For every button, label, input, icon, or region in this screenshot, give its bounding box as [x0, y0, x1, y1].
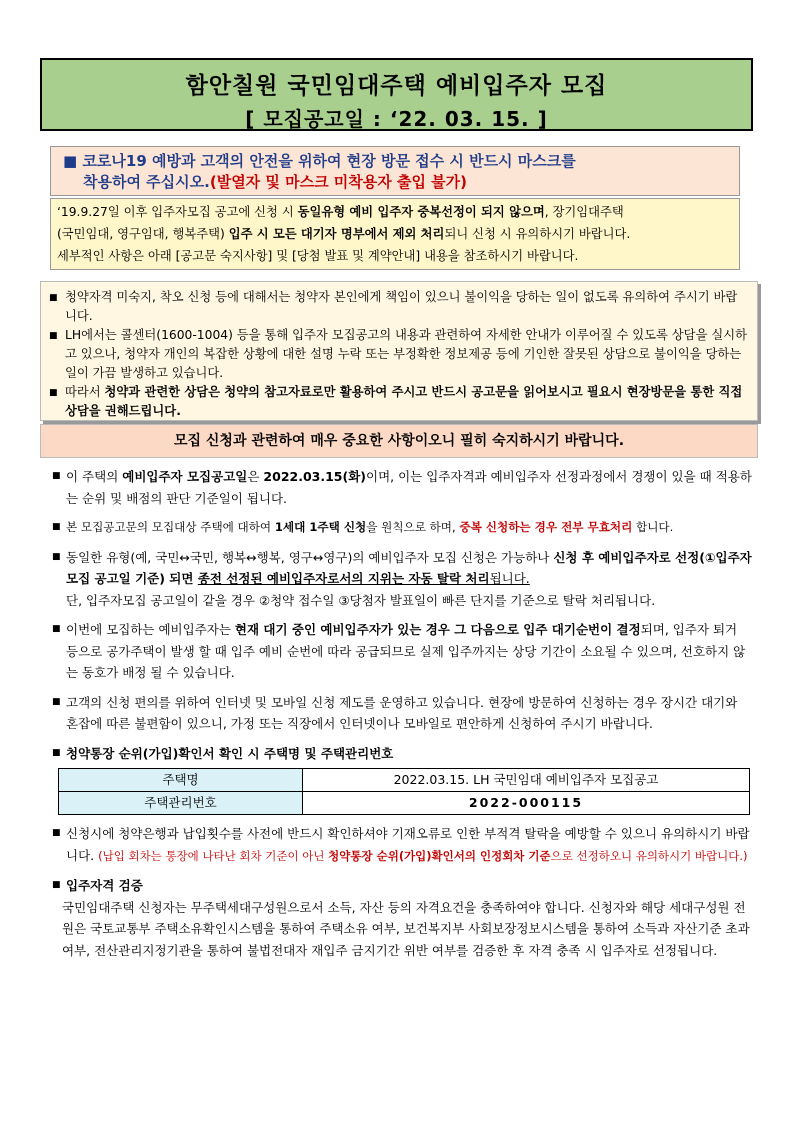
covid-warning-line1: ■ 코로나19 예방과 고객의 안전을 위하여 현장 방문 접수 시 반드시 마스크를: [63, 152, 576, 170]
list-item: ■ 이번에 모집하는 예비입주자는 현재 대기 중인 예비입주자가 있는 경우 그 다음으로 입주 대기순번이 결정되며, 입주자 퇴거 등으로 공가주택이 발생 할 때 입주 예비 순번에 따라 공급되므로 실제 입주까지는 상당 기간이 소요될 수 있으며, 선호하지 않는 동호가 배정 될 수 있습니다.: [52, 619, 752, 684]
table-row: [59, 769, 750, 792]
list-item: ■ 본 모집공고문의 모집대상 주택에 대하여 1세대 1주택 신청을 원칙으로 하며, 중복 신청하는 경우 전부 무효처리 합니다.: [52, 517, 752, 539]
list-item: ■ 동일한 유형(예, 국민↔국민, 행복↔행복, 영구↔영구)의 예비입주자 모집 신청은 가능하나 신청 후 예비입주자로 선정(①입주자모집 공고일 기준) 되면 종전 선정된 예비입주자로서의 지위는 자동 탈락 처리됩니다. 단, 입주자모집 공고일이 같을 경우 ②청약 접수일 ③당첨자 발표일이 빠른 단지를 기준으로 탈락 처리됩니다.: [52, 547, 752, 612]
house-id-label: 주택관리번호: [59, 792, 303, 815]
eligibility-body: 국민임대주택 신청자는 무주택세대구성원으로서 소득, 자산 등의 자격요건을 충족하여야 합니다. 신청자와 해당 세대구성원 전원은 국토교통부 주택소유확인시스템을 통하여 주택소유 여부, 보건복지부 사회보장정보시스템을 통하여 소득과 자산기준 초과여부, 전산관리지정기관을 통하여 불법전대자 재입주 금지기간 위반 여부를 검증한 후 자격 충족 시 입주자로 선정됩니다.: [62, 899, 750, 958]
bullet-icon: ■: [52, 696, 61, 707]
bullet-icon: ■: [49, 388, 58, 398]
bullet-icon: ■: [49, 331, 58, 341]
section-heading: 청약통장 순위(가입)확인서 확인 시 주택명 및 주택관리번호: [66, 745, 394, 761]
bullet-icon: ■: [52, 880, 61, 890]
bullet-icon: ■: [52, 747, 61, 758]
caution-box: [40, 281, 758, 421]
list-item: ■ 신청시에 청약은행과 납입횟수를 사전에 반드시 확인하셔야 기재오류로 인한 부적격 탈락을 예방할 수 있으니 유의하시기 바랍니다. (납입 회차는 통장에 나타난 회차 기준이 아닌 청약통장 순위(가입)확인서의 인정회차 기준으로 선정하오니 유의하시기 바랍니다.): [52, 823, 752, 867]
list-item: ■ 청약자격 미숙지, 착오 신청 등에 대해서는 청약자 본인에게 책임이 있으니 불이익을 당하는 일이 없도록 유의하여 주시기 바랍니다.: [49, 288, 747, 326]
list-item: ■ 이 주택의 예비입주자 모집공고일은 2022.03.15(화)이며, 이는 입주자격과 예비입주자 선정과정에서 경쟁이 있을 때 적용하는 순위 및 배점의 판단 기준일이 됩니다.: [52, 466, 752, 509]
bullet-icon: ■: [52, 471, 61, 481]
list-item: ■ LH에서는 콜센터(1600-1004) 등을 통해 입주자 모집공고의 내용과 관련하여 자세한 안내가 이루어질 수 있도록 상담을 실시하고 있으나, 청약자 개인의 복잡한 상황에 대한 설명 누락 또는 부정확한 정보제공 등에 기인한 잘못된 상담으로 불이익을 당하는 일이 가끔 발생하고 있습니다.: [49, 326, 747, 383]
list-item: [52, 875, 752, 897]
list-item: ■ 따라서 청약과 관련한 상담은 청약의 참고자료로만 활용하여 주시고 반드시 공고문을 읽어보시고 필요시 현장방문을 통한 직접 상담을 권해드립니다.: [49, 383, 747, 421]
announcement-date: [ 모집공고일 : ‘22. 03. 15. ]: [245, 107, 548, 131]
house-id-value: 2022-000115: [303, 792, 750, 815]
house-info-table: [58, 768, 750, 815]
title-box: [40, 58, 753, 131]
table-row: [59, 792, 750, 815]
section-heading: 입주자격 검증: [66, 878, 143, 893]
duplicate-notice-box: ‘19.9.27일 이후 입주자모집 공고에 신청 시 동일유형 예비 입주자 중복선정이 되지 않으며, 장기임대주택 (국민임대, 영구임대, 행복주택) 입주 시 모든 대기자 명부에서 제외 처리되니 신청 시 유의하시기 바랍니다. 세부적인 사항은 아래 [공고문 숙지사항] 및 [당첨 발표 및 계약안내] 내용을 참조하시기 바랍니다.: [50, 198, 740, 270]
list-item: ■ 고객의 신청 편의를 위하여 인터넷 및 모바일 신청 제도를 운영하고 있습니다. 현장에 방문하여 신청하는 경우 장시간 대기와 혼잡에 따른 불편함이 있으니, 가정 또는 직장에서 인터넷이나 모바일로 편안하게 신청하여 주시기 바랍니다.: [52, 692, 752, 735]
bullet-icon: ■: [63, 152, 78, 170]
house-name-label: 주택명: [59, 769, 303, 792]
important-notice-bar: 모집 신청과 관련하여 매우 중요한 사항이오니 필히 숙지하시기 바랍니다.: [40, 424, 758, 458]
bullet-icon: ■: [52, 624, 61, 634]
page-title: 함안칠원 국민임대주택 예비입주자 모집: [185, 73, 608, 99]
covid-warning-box: [50, 146, 740, 196]
covid-warning-line2: 착용하여 주십시오.(발열자 및 마스크 미착용자 출입 불가): [83, 173, 468, 191]
main-content: [52, 466, 752, 961]
list-item: [52, 743, 752, 765]
bullet-icon: ■: [52, 828, 61, 838]
bullet-icon: ■: [52, 551, 61, 562]
bullet-icon: ■: [49, 293, 58, 303]
house-name-value: 2022.03.15. LH 국민임대 예비입주자 모집공고: [303, 769, 750, 792]
entry-restriction-text: (발열자 및 마스크 미착용자 출입 불가): [209, 173, 468, 191]
bullet-icon: ■: [52, 522, 61, 532]
